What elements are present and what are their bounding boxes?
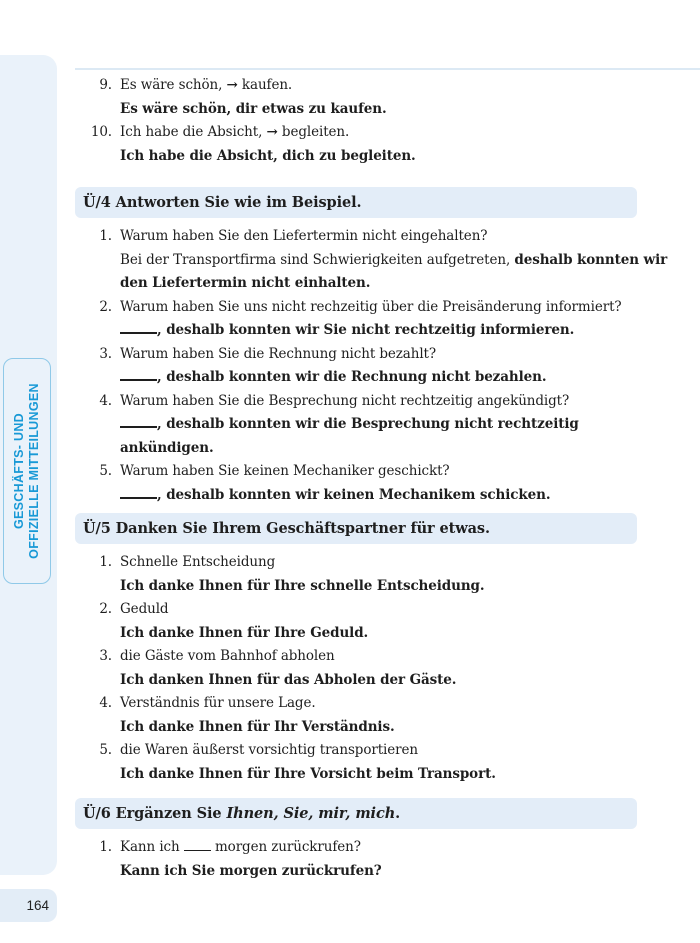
item-number: 5.: [99, 742, 112, 758]
answer-text: Es wäre schön, dir etwas zu kaufen.: [120, 100, 387, 117]
item-number: 5.: [99, 463, 112, 479]
u5-item-3-cue: [75, 645, 675, 669]
u5-item-2-answer: [75, 622, 675, 646]
intro-item-9-answer: [75, 98, 675, 122]
u5-item-2-cue: [75, 598, 675, 622]
item-number: 1.: [99, 839, 112, 855]
u4-item-5-answer: [75, 484, 675, 508]
cue-text: Schnelle Entscheidung: [120, 554, 276, 570]
u4-item-1-question: [75, 225, 675, 249]
blank-line: [184, 837, 211, 851]
answer-text-bold: Ich danke Ihnen für Ihre schnelle Entscheidung.: [120, 577, 485, 594]
item-number: 1.: [99, 554, 112, 570]
page-number-box: [0, 889, 57, 922]
u6-item-1-question: [75, 836, 675, 860]
blank-line: [120, 484, 157, 499]
answer-text: Ich habe die Absicht, dich zu begleiten.: [120, 147, 416, 164]
question-text: Es wäre schön,: [120, 77, 227, 93]
intro-item-10-answer: [75, 145, 675, 169]
u5-item-3-answer: [75, 669, 675, 693]
answer-text-bold: deshalb konnten wir: [514, 251, 668, 268]
intro-item-9-question: [75, 74, 675, 98]
item-number: 4.: [99, 392, 112, 409]
question-text: begleiten.: [277, 124, 350, 140]
question-text: Warum haben Sie uns nicht rechzeitig über die Preisänderung informiert?: [120, 298, 622, 315]
answer-text: Bei der Transportfirma sind Schwierigkeiten aufgetreten,: [120, 251, 515, 268]
question-text: Warum haben Sie die Besprechung nicht rechtzeitig angekündigt?: [120, 392, 570, 409]
u5-item-5-answer: [75, 763, 675, 787]
question-text: Ich habe die Absicht,: [120, 124, 267, 140]
exercise-title: Ü/4 Antworten Sie wie im Beispiel.: [83, 194, 362, 211]
exercise-u6-list: [75, 836, 675, 883]
question-text: Warum haben Sie die Rechnung nicht bezahlt?: [120, 345, 437, 362]
exercise-header-u6: [75, 798, 637, 829]
cue-text: Geduld: [120, 601, 169, 617]
u4-item-4-answer: [75, 413, 675, 460]
cue-text: die Gäste vom Bahnhof abholen: [120, 648, 335, 664]
answer-text-bold: Ich danken Ihnen für das Abholen der Gäste.: [120, 671, 457, 688]
item-number: 4.: [99, 695, 112, 711]
page-content: [75, 74, 675, 883]
answer-text-bold: Ich danke Ihnen für Ihre Vorsicht beim Transport.: [120, 765, 496, 782]
exercise-u4-list: [75, 225, 675, 507]
answer-text-bold: den Liefertermin nicht einhalten.: [120, 275, 371, 291]
item-number: 9.: [99, 77, 112, 93]
u5-item-1-cue: [75, 551, 675, 575]
answer-text-bold: Ich danke Ihnen für Ihre Geduld.: [120, 624, 369, 641]
arrow-right-icon: →: [226, 77, 238, 93]
answer-text-bold: , deshalb konnten wir die Rechnung nicht bezahlen.: [157, 369, 547, 385]
u4-item-5-question: [75, 460, 675, 484]
u6-item-1-answer: [75, 860, 675, 884]
item-number: 10.: [90, 124, 112, 140]
question-text: Warum haben Sie keinen Mechaniker geschickt?: [120, 463, 450, 479]
u4-item-1-answer-line1: [75, 249, 675, 273]
page-number: 164: [26, 898, 49, 913]
question-text: morgen zurückrufen?: [210, 839, 361, 855]
answer-text-bold: , deshalb konnten wir keinen Mechanikem schicken.: [157, 486, 551, 503]
exercise-u5-list: [75, 551, 675, 786]
u4-item-2-answer: [75, 319, 675, 343]
blank-line: [120, 413, 157, 428]
intro-item-10-question: [75, 121, 675, 145]
u5-item-1-answer: [75, 575, 675, 599]
blank-line: [120, 319, 157, 334]
chapter-tab: [3, 358, 51, 584]
u4-item-2-question: [75, 296, 675, 320]
u5-item-4-answer: [75, 716, 675, 740]
chapter-label-line1: GESCHÄFTS- UND: [12, 412, 27, 530]
answer-text-bold: , deshalb konnten wir Sie nicht rechtzeitig informieren.: [157, 322, 575, 338]
exercise-header-u4: [75, 187, 637, 218]
u4-item-3-question: [75, 343, 675, 367]
u5-item-4-cue: [75, 692, 675, 716]
question-text: Kann ich: [120, 839, 184, 855]
exercise-title: Ü/6 Ergänzen Sie Ihnen, Sie, mir, mich.: [83, 805, 401, 822]
question-text: kaufen.: [237, 77, 293, 93]
item-number: 1.: [99, 228, 112, 244]
arrow-right-icon: →: [266, 124, 278, 140]
question-text: Warum haben Sie den Liefertermin nicht eingehalten?: [120, 228, 488, 244]
cue-text: die Waren äußerst vorsichtig transportieren: [120, 742, 418, 758]
exercise-title-italic: Ihnen, Sie, mir, mich: [226, 805, 396, 822]
item-number: 2.: [99, 298, 112, 315]
blank-line: [120, 366, 157, 381]
cue-text: Verständnis für unsere Lage.: [120, 695, 316, 711]
u4-item-3-answer: [75, 366, 675, 390]
top-rule: [75, 68, 700, 70]
answer-text-bold: Kann ich Sie morgen zurückrufen?: [120, 862, 382, 879]
u4-item-1-answer-line2: [75, 272, 675, 296]
exercise-title: Ü/5 Danken Sie Ihrem Geschäftspartner für etwas.: [83, 520, 490, 537]
chapter-tab-label: [12, 383, 42, 559]
exercise-header-u5: [75, 513, 637, 544]
u4-item-4-question: [75, 390, 675, 414]
item-number: 3.: [99, 648, 112, 664]
item-number: 2.: [99, 601, 112, 617]
answer-text-bold: , deshalb konnten wir die Besprechung nicht rechtzeitig ankündigen.: [120, 416, 579, 456]
answer-text-bold: Ich danke Ihnen für Ihr Verständnis.: [120, 718, 395, 735]
u5-item-5-cue: [75, 739, 675, 763]
chapter-label-line2: OFFIZIELLE MITTEILUNGEN: [27, 383, 42, 559]
item-number: 3.: [99, 345, 112, 362]
